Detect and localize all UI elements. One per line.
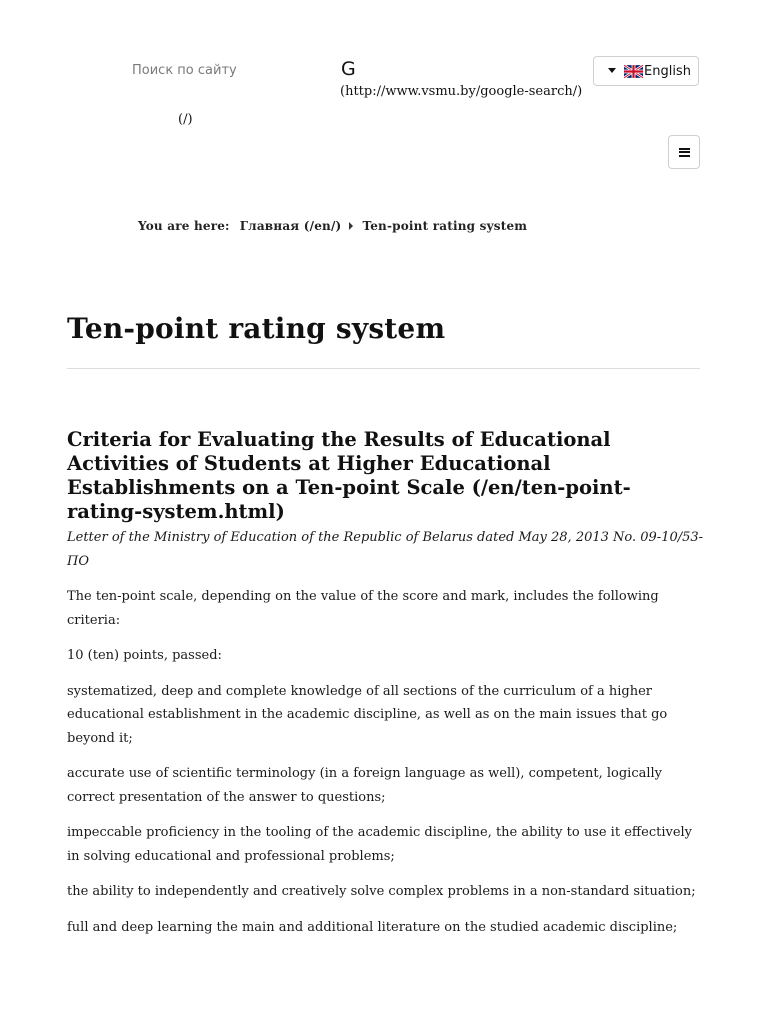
article-heading-link[interactable]: Criteria for Evaluating the Results of Educational Activities of Students at Higher Educational Establishments on a Ten-point Scale (/en/ten-point-rating-system.html) (67, 428, 631, 523)
page-title: Ten-point rating system (67, 312, 446, 345)
breadcrumb-home-link[interactable]: Главная (/en/) (239, 219, 342, 233)
chevron-right-icon (349, 222, 353, 230)
breadcrumb-label: You are here: (138, 219, 230, 233)
uk-flag-icon (624, 65, 643, 78)
divider (67, 368, 700, 369)
paragraph: 10 (ten) points, passed: (67, 648, 222, 663)
paragraph: the ability to independently and creatively solve complex problems in a non-standard situation; (67, 884, 696, 899)
breadcrumb-current: Ten-point rating system (362, 219, 528, 233)
menu-toggle-button[interactable] (668, 135, 700, 169)
google-search-icon[interactable]: G (341, 58, 356, 80)
paragraph: systematized, deep and complete knowledge of all sections of the curriculum of a higher educational establishment in the academic discipline, as well as on the main issues that go beyond it; (67, 683, 668, 746)
home-link[interactable]: (/) (178, 112, 193, 127)
language-dropdown[interactable] (593, 56, 699, 86)
paragraph: full and deep learning the main and additional literature on the studied academic discipline; (67, 919, 678, 935)
search-input[interactable] (118, 52, 328, 88)
article-body (67, 526, 707, 951)
paragraph: accurate use of scientific terminology (in a foreign language as well), competent, logically correct presentation of the answer to questions; (67, 766, 663, 805)
hamburger-icon (679, 148, 690, 157)
breadcrumb (138, 219, 527, 233)
google-search-link[interactable]: (http://www.vsmu.by/google-search/) (340, 84, 583, 99)
paragraph: The ten-point scale, depending on the value of the score and mark, includes the following criteria: (67, 589, 659, 628)
letter-reference: Letter of the Ministry of Education of the Republic of Belarus dated May 28, 2013 No. 09-10/53-ПО (67, 530, 704, 569)
site-search (118, 52, 328, 88)
language-label: English (644, 63, 691, 79)
paragraph: impeccable proficiency in the tooling of the academic discipline, the ability to use it effectively in solving educational and professional problems; (67, 825, 693, 864)
caret-down-icon (608, 68, 616, 73)
